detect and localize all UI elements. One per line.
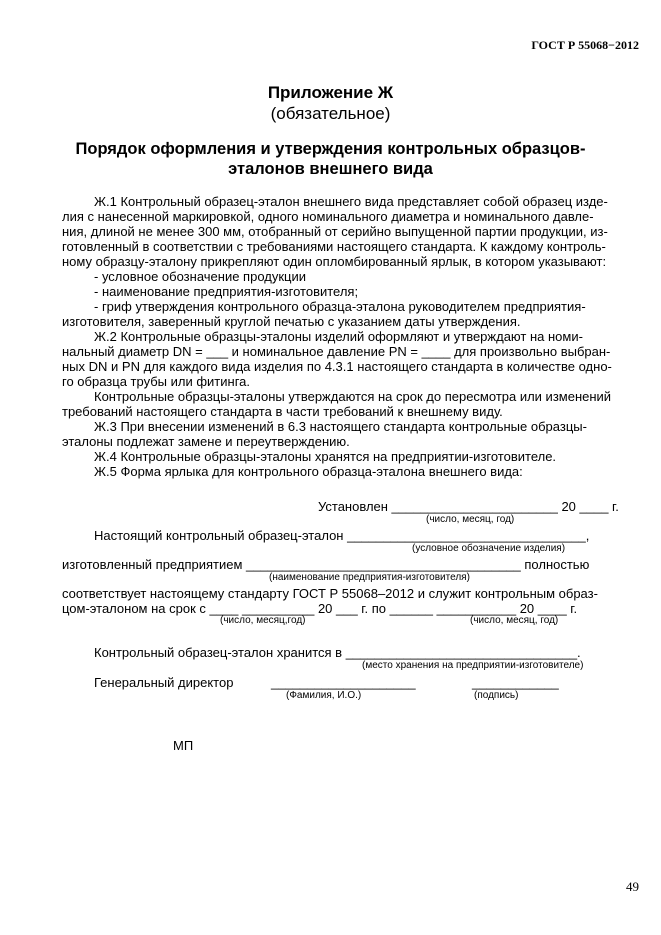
- director-label: Генеральный директор: [94, 675, 234, 690]
- form-caption-product: (условное обозначение изделия): [412, 543, 566, 554]
- body-line: - гриф утверждения контрольного образца-эталона руководителем предприятия-: [94, 299, 586, 314]
- body-line: ному образцу-эталону прикрепляют один опломбированный ярлык, в котором указывают:: [62, 254, 607, 269]
- body-line: ния, длиной не менее 300 мм, отобранный от серийно выпущенной партии продукции, из-: [62, 224, 608, 239]
- body-line: - наименование предприятия-изготовителя;: [94, 284, 359, 299]
- body-line: Ж.3 При внесении изменений в 6.3 настоящего стандарта контрольные образцы-: [94, 419, 587, 434]
- body-line: - условное обозначение продукции: [94, 269, 306, 284]
- body-line: Ж.4 Контрольные образцы-эталоны хранятся на предприятии-изготовителе.: [94, 449, 557, 464]
- body-line: требований настоящего стандарта в части требований к внешнему виду.: [62, 404, 503, 419]
- form-caption-signature: (подпись): [474, 690, 519, 701]
- body-line: Контрольные образцы-эталоны утверждаются на срок до пересмотра или изменений: [94, 389, 612, 404]
- body-line: ных DN и PN для каждого вида изделия по 4.3.1 настоящего стандарта в количестве одно-: [62, 359, 612, 374]
- body-line: готовленный в соответствии с требованиями настоящего стандарта. К каждому контроль-: [62, 239, 606, 254]
- form-sample-line: Настоящий контрольный образец-эталон _________________________________,: [94, 528, 590, 543]
- director-signature-line: ____________: [472, 675, 559, 690]
- body-line: эталоны подлежат замене и переутверждению.: [62, 434, 350, 449]
- body-line: Ж.2 Контрольные образцы-эталоны изделий оформляют и утверждают на номи-: [94, 329, 583, 344]
- body-line: го образца трубы или фитинга.: [62, 374, 250, 389]
- form-conformity-line: соответствует настоящему стандарту ГОСТ Р 55068–2012 и служит контрольным образ-: [62, 586, 598, 601]
- section-title-line2: эталонов внешнего вида: [228, 160, 433, 178]
- body-line: изготовителя, заверенный круглой печатью с указанием даты утверждения.: [62, 314, 521, 329]
- form-storage-line: Контрольный образец-эталон хранится в ________________________________.: [94, 645, 581, 660]
- form-caption-date-from: (число, месяц,год): [220, 615, 306, 626]
- body-line: Ж.5 Форма ярлыка для контрольного образца-эталона внешнего вида:: [94, 464, 523, 479]
- form-caption-storage: (место хранения на предприятии-изготовителе): [362, 660, 584, 671]
- appendix-title: Приложение Ж: [267, 83, 394, 102]
- form-caption-manufacturer: (наименование предприятия-изготовителя): [269, 572, 470, 583]
- section-title-line1: Порядок оформления и утверждения контрольных образцов-: [75, 140, 586, 158]
- form-caption-fio: (Фамилия, И.О.): [286, 690, 362, 701]
- standard-header: ГОСТ Р 55068−2012: [531, 38, 639, 52]
- body-line: нальный диаметр DN = ___ и номинальное давление PN = ____ для произвольно выбран-: [62, 344, 611, 359]
- director-name-line: ____________________: [271, 675, 416, 690]
- form-term-line: цом-эталоном на срок с ____ __________ 20 ___ г. по ______ ___________ 20 ____ г.: [62, 601, 578, 616]
- form-manufacturer-line: изготовленный предприятием ______________________________________ полностью: [62, 557, 590, 572]
- body-line: Ж.1 Контрольный образец-эталон внешнего вида представляет собой образец изде-: [94, 194, 608, 209]
- form-caption-date: (число, месяц, год): [426, 514, 515, 525]
- form-established-line: Установлен _______________________ 20 ____ г.: [318, 499, 619, 514]
- appendix-subtitle: (обязательное): [270, 104, 391, 123]
- body-line: лия с нанесенной маркировкой, одного номинального диаметра и номинального давле-: [62, 209, 594, 224]
- form-caption-date-to: (число, месяц, год): [470, 615, 559, 626]
- page-number: 49: [626, 879, 639, 894]
- stamp-place-label: МП: [173, 738, 194, 753]
